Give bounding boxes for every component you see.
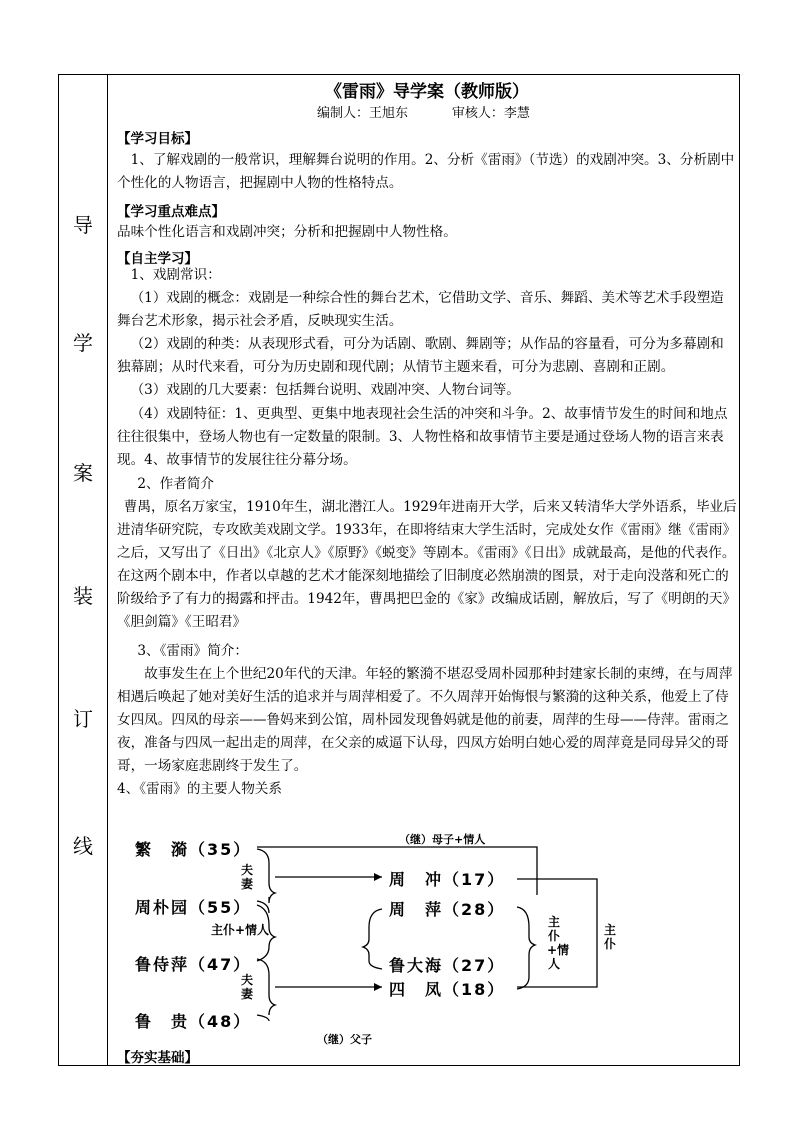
node-zhoupuyuan: 周朴园（55） xyxy=(135,898,252,917)
drama-types: （2）戏剧的种类：从表现形式看，可分为话剧、歌剧、舞剧等；从作品的容量看，可分为多幕剧和独幕剧；从时代来看，可分为历史剧和现代剧；从情节主题来看，可分为悲剧、喜剧和正剧。 xyxy=(117,336,724,375)
node-zhouping: 周 萍（28） xyxy=(389,900,506,919)
page-frame xyxy=(58,74,740,1066)
brace-brothers xyxy=(363,909,382,969)
relation-top: （继）母子+情人 xyxy=(399,833,486,846)
relation-servant-right: 主仆+情人 xyxy=(547,915,570,971)
leiyu-intro-title: 3、《雷雨》简介： xyxy=(137,643,248,659)
relation-couple-2: 夫妻 xyxy=(240,973,253,1001)
brace-right xyxy=(517,907,535,989)
drama-knowledge-title: 1、戏剧常识： xyxy=(130,267,221,283)
arrowhead-sifeng xyxy=(374,983,382,991)
binding-char: 学 xyxy=(73,331,93,355)
brace-couple-2 xyxy=(257,959,275,1015)
node-zhouchong: 周 冲（17） xyxy=(389,870,506,889)
key-points-heading: 【学习重点难点】 xyxy=(117,204,225,220)
brace-couple-1b xyxy=(257,901,269,913)
node-sifeng: 四 凤（18） xyxy=(389,980,506,999)
page-title: 《雷雨》导学案（教师版） xyxy=(325,82,529,102)
editor: 编制人：王旭东 xyxy=(317,106,409,121)
drama-concept: （1）戏剧的概念：戏剧是一种综合性的舞台艺术，它借助文学、音乐、舞蹈、美术等艺术手段塑造舞台艺术形象，揭示社会矛盾，反映现实生活。 xyxy=(117,290,724,329)
relations-title: 4、《雷雨》的主要人物关系 xyxy=(117,781,282,797)
relation-couple-1: 夫妻 xyxy=(240,863,253,891)
relation-master-lover: 主仆+情人 xyxy=(210,923,270,937)
brace-couple-2b xyxy=(257,1015,269,1021)
goals-text: 1、了解戏剧的一般常识，理解舞台说明的作用。2、分析《雷雨》（节选）的戏剧冲突。3、分析剧中个性化的人物语言，把握剧中人物的性格特点。 xyxy=(117,152,735,191)
binding-char: 订 xyxy=(73,707,93,731)
key-points-text: 品味个性化语言和戏剧冲突；分析和把握剧中人物性格。 xyxy=(117,224,457,240)
drama-features: （4）戏剧特征：1、更典型、更集中地表现社会生活的冲突和斗争。2、故事情节发生的时间和地点往往很集中，登场人物也有一定数量的限制。3、人物性格和故事情节主要是通过登场人物的语言来表现。4、故事情节的发展往往分幕分场。 xyxy=(117,406,728,468)
node-lugui: 鲁 贵（48） xyxy=(135,1012,252,1031)
goals-heading: 【学习目标】 xyxy=(117,131,198,147)
binding-char: 装 xyxy=(73,584,93,608)
leiyu-plot: 故事发生在上个世纪20年代的天津。年轻的繁漪不堪忍受周朴园那种封建家长制的束缚，在与周萍相遇后唤起了她对美好生活的追求并与周萍相爱了。不久周萍开始悔恨与繁漪的这种关系，他爱上了侍女四凤。四凤的母亲——鲁妈来到公馆，周朴园发现鲁妈就是他的前妻，周萍的生母——侍萍。雷雨之夜，准备与四凤一起出走的周萍，在父亲的威逼下认母，四凤方始明白她心爱的周萍竟是同母异父的哥哥，一场家庭悲剧终于发生了。 xyxy=(117,666,733,774)
relation-servant-far: 主仆 xyxy=(603,923,616,951)
brace-couple-1 xyxy=(257,849,275,903)
binding-char: 线 xyxy=(73,834,93,858)
foundation-heading: 【夯实基础】 xyxy=(117,1050,198,1066)
author-title: 2、作者简介 xyxy=(137,476,215,492)
drama-elements: （3）戏剧的几大要素：包括舞台说明、戏剧冲突、人物台词等。 xyxy=(130,382,520,398)
author-intro: 曹禺，原名万家宝，1910年生，湖北潜江人。1929年进南开大学，后来又转清华大学外语系，毕业后进清华研究院，专攻欧美戏剧文学。1933年，在即将结束大学生活时，完成处女作《雷雨》继《雷雨》之后，又写出了《日出》《北京人》《原野》《蜕变》等剧本。《雷雨》《日出》成就最高，是他的代表作。在这两个剧本中，作者以卓越的艺术才能深刻地描绘了旧制度必然崩溃的图景，对于走向没落和死亡的阶级给予了有力的揭露和抨击。1942年，曹禺把巴金的《家》改编成话剧，解放后，写了《明朗的天》《胆剑篇》《王昭君》 xyxy=(117,499,737,630)
arrowhead-zhouchong xyxy=(374,873,382,881)
node-ludahai: 鲁大海（27） xyxy=(389,956,506,975)
node-fanyi: 繁 漪（35） xyxy=(135,840,252,859)
self-study-heading: 【自主学习】 xyxy=(117,251,198,267)
reviewer: 审核人：李慧 xyxy=(451,106,530,121)
main-content xyxy=(117,75,737,1065)
binding-margin xyxy=(59,75,108,1065)
character-relationship-diagram xyxy=(117,827,737,1047)
binding-char: 案 xyxy=(73,461,93,485)
author-line xyxy=(317,102,566,121)
node-lushiping: 鲁侍萍（47） xyxy=(135,955,252,974)
binding-char: 导 xyxy=(73,213,93,237)
relation-bottom: （继）父子 xyxy=(317,1033,372,1046)
